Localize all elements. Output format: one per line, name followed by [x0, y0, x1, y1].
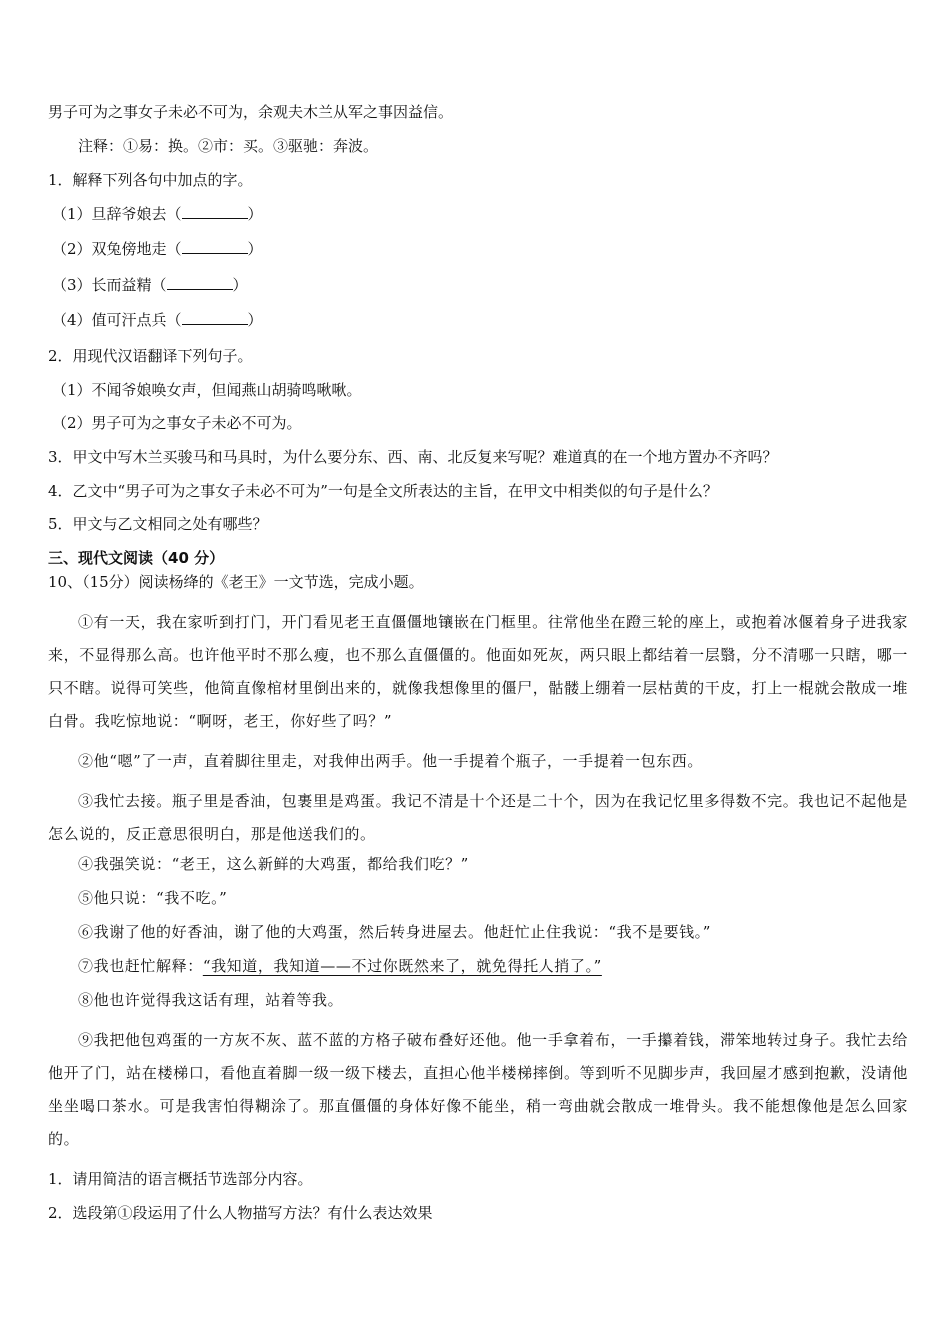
- q1-item-1: [52, 204, 263, 224]
- passage-paragraph-1: ①有一天，我在家听到打门，开门看见老王直僵僵地镶嵌在门框里。往常他坐在蹬三轮的座上，或抱着冰偃着身子进我家来，不显得那么高。也许他平时不那么瘦，也不那么直僵僵的。他面如死灰，两只眼上都结着一层翳，分不清哪一只瞎，哪一只不瞎。说得可笑些，他简直像棺材里倒出来的，就像我想像里的僵尸，骷髅上绷着一层枯黄的干皮，打上一棍就会散成一堆白骨。我吃惊地说：“啊呀，老王，你好些了吗？”: [48, 613, 908, 730]
- q1-item-close: ）: [247, 205, 263, 223]
- q1-item-text: （1）旦辞爷娘去（: [52, 205, 182, 223]
- annotation-notes: 注释：①易：换。②市：买。③驱驰：奔波。: [78, 137, 379, 155]
- q5: 5．甲文与乙文相同之处有哪些？: [48, 515, 268, 533]
- q1-item-2: [52, 239, 263, 259]
- q1-item-text: （2）双兔傍地走（: [52, 240, 182, 258]
- section-heading: 三、现代文阅读（40 分）: [48, 549, 225, 567]
- q2-item-2: （2）男子可为之事女子未必不可为。: [52, 414, 302, 432]
- q1-item-3: [52, 275, 248, 295]
- passage-paragraph-3: ③我忙去接。瓶子里是香油，包裹里是鸡蛋。我记不清是十个还是二十个，因为在我记忆里多得数不完。我也记不起他是怎么说的，反正意思很明白，那是他送我们的。: [48, 792, 908, 843]
- q1-prompt: 1．解释下列各句中加点的字。: [48, 171, 253, 189]
- q10-intro: 10、（15分）阅读杨绛的《老王》一文节选，完成小题。: [48, 573, 424, 591]
- q1-item-close: ）: [247, 240, 263, 258]
- passage-paragraph-6: ⑥我谢了他的好香油，谢了他的大鸡蛋，然后转身进屋去。他赶忙止住我说：“我不是要钱。”: [78, 923, 712, 941]
- answer-blank[interactable]: [167, 275, 233, 290]
- q4: 4．乙文中“男子可为之事女子未必不可为”一句是全文所表达的主旨，在甲文中相类似的句子是什么？: [48, 482, 718, 500]
- paragraph-7-lead: ⑦我也赶忙解释：: [78, 957, 203, 975]
- q3: 3．甲文中写木兰买骏马和马具时，为什么要分东、西、南、北反复来写呢？难道真的在一个地方置办不齐吗？: [48, 448, 778, 466]
- answer-blank[interactable]: [182, 204, 248, 219]
- q1-item-close: ）: [232, 276, 248, 294]
- underlined-sentence: “我知道，我知道——不过你既然来了，就免得托人捎了。”: [202, 957, 602, 975]
- answer-blank[interactable]: [182, 239, 248, 254]
- passage-paragraph-9: ⑨我把他包鸡蛋的一方灰不灰、蓝不蓝的方格子破布叠好还他。他一手拿着布，一手攥着钱，滞笨地转过身子。我忙去给他开了门，站在楼梯口，看他直着脚一级一级下楼去，直担心他半楼梯摔倒。等到听不见脚步声，我回屋才感到抱歉，没请他坐坐喝口茶水。可是我害怕得糊涂了。那直僵僵的身体好像不能坐，稍一弯曲就会散成一堆骨头。我不能想像他是怎么回家的。: [48, 1031, 908, 1148]
- passage-paragraph-2: ②他“嗯”了一声，直着脚往里走，对我伸出两手。他一手提着个瓶子，一手提着一包东西。: [78, 752, 703, 770]
- passage-conclusion: 男子可为之事女子未必不可为，余观夫木兰从军之事因益信。: [48, 103, 454, 121]
- q1-item-text: （3）长而益精（: [52, 276, 167, 294]
- passage-paragraph-7: [48, 956, 908, 976]
- passage-paragraph-4: ④我强笑说：“老王，这么新鲜的大鸡蛋，都给我们吃？”: [78, 855, 469, 873]
- passage-paragraph-5: ⑤他只说：“我不吃。”: [78, 889, 228, 907]
- q1-item-4: [52, 310, 263, 330]
- sub-question-2: 2．选段第①段运用了什么人物描写方法？有什么表达效果: [48, 1204, 433, 1222]
- q2-prompt: 2．用现代汉语翻译下列句子。: [48, 347, 253, 365]
- q1-item-text: （4）值可汗点兵（: [52, 311, 182, 329]
- answer-blank[interactable]: [182, 310, 248, 325]
- q2-item-1: （1）不闻爷娘唤女声，但闻燕山胡骑鸣啾啾。: [52, 381, 362, 399]
- passage-paragraph-8: ⑧他也许觉得我这话有理，站着等我。: [78, 991, 344, 1009]
- sub-question-1: 1．请用简洁的语言概括节选部分内容。: [48, 1170, 313, 1188]
- q1-item-close: ）: [247, 311, 263, 329]
